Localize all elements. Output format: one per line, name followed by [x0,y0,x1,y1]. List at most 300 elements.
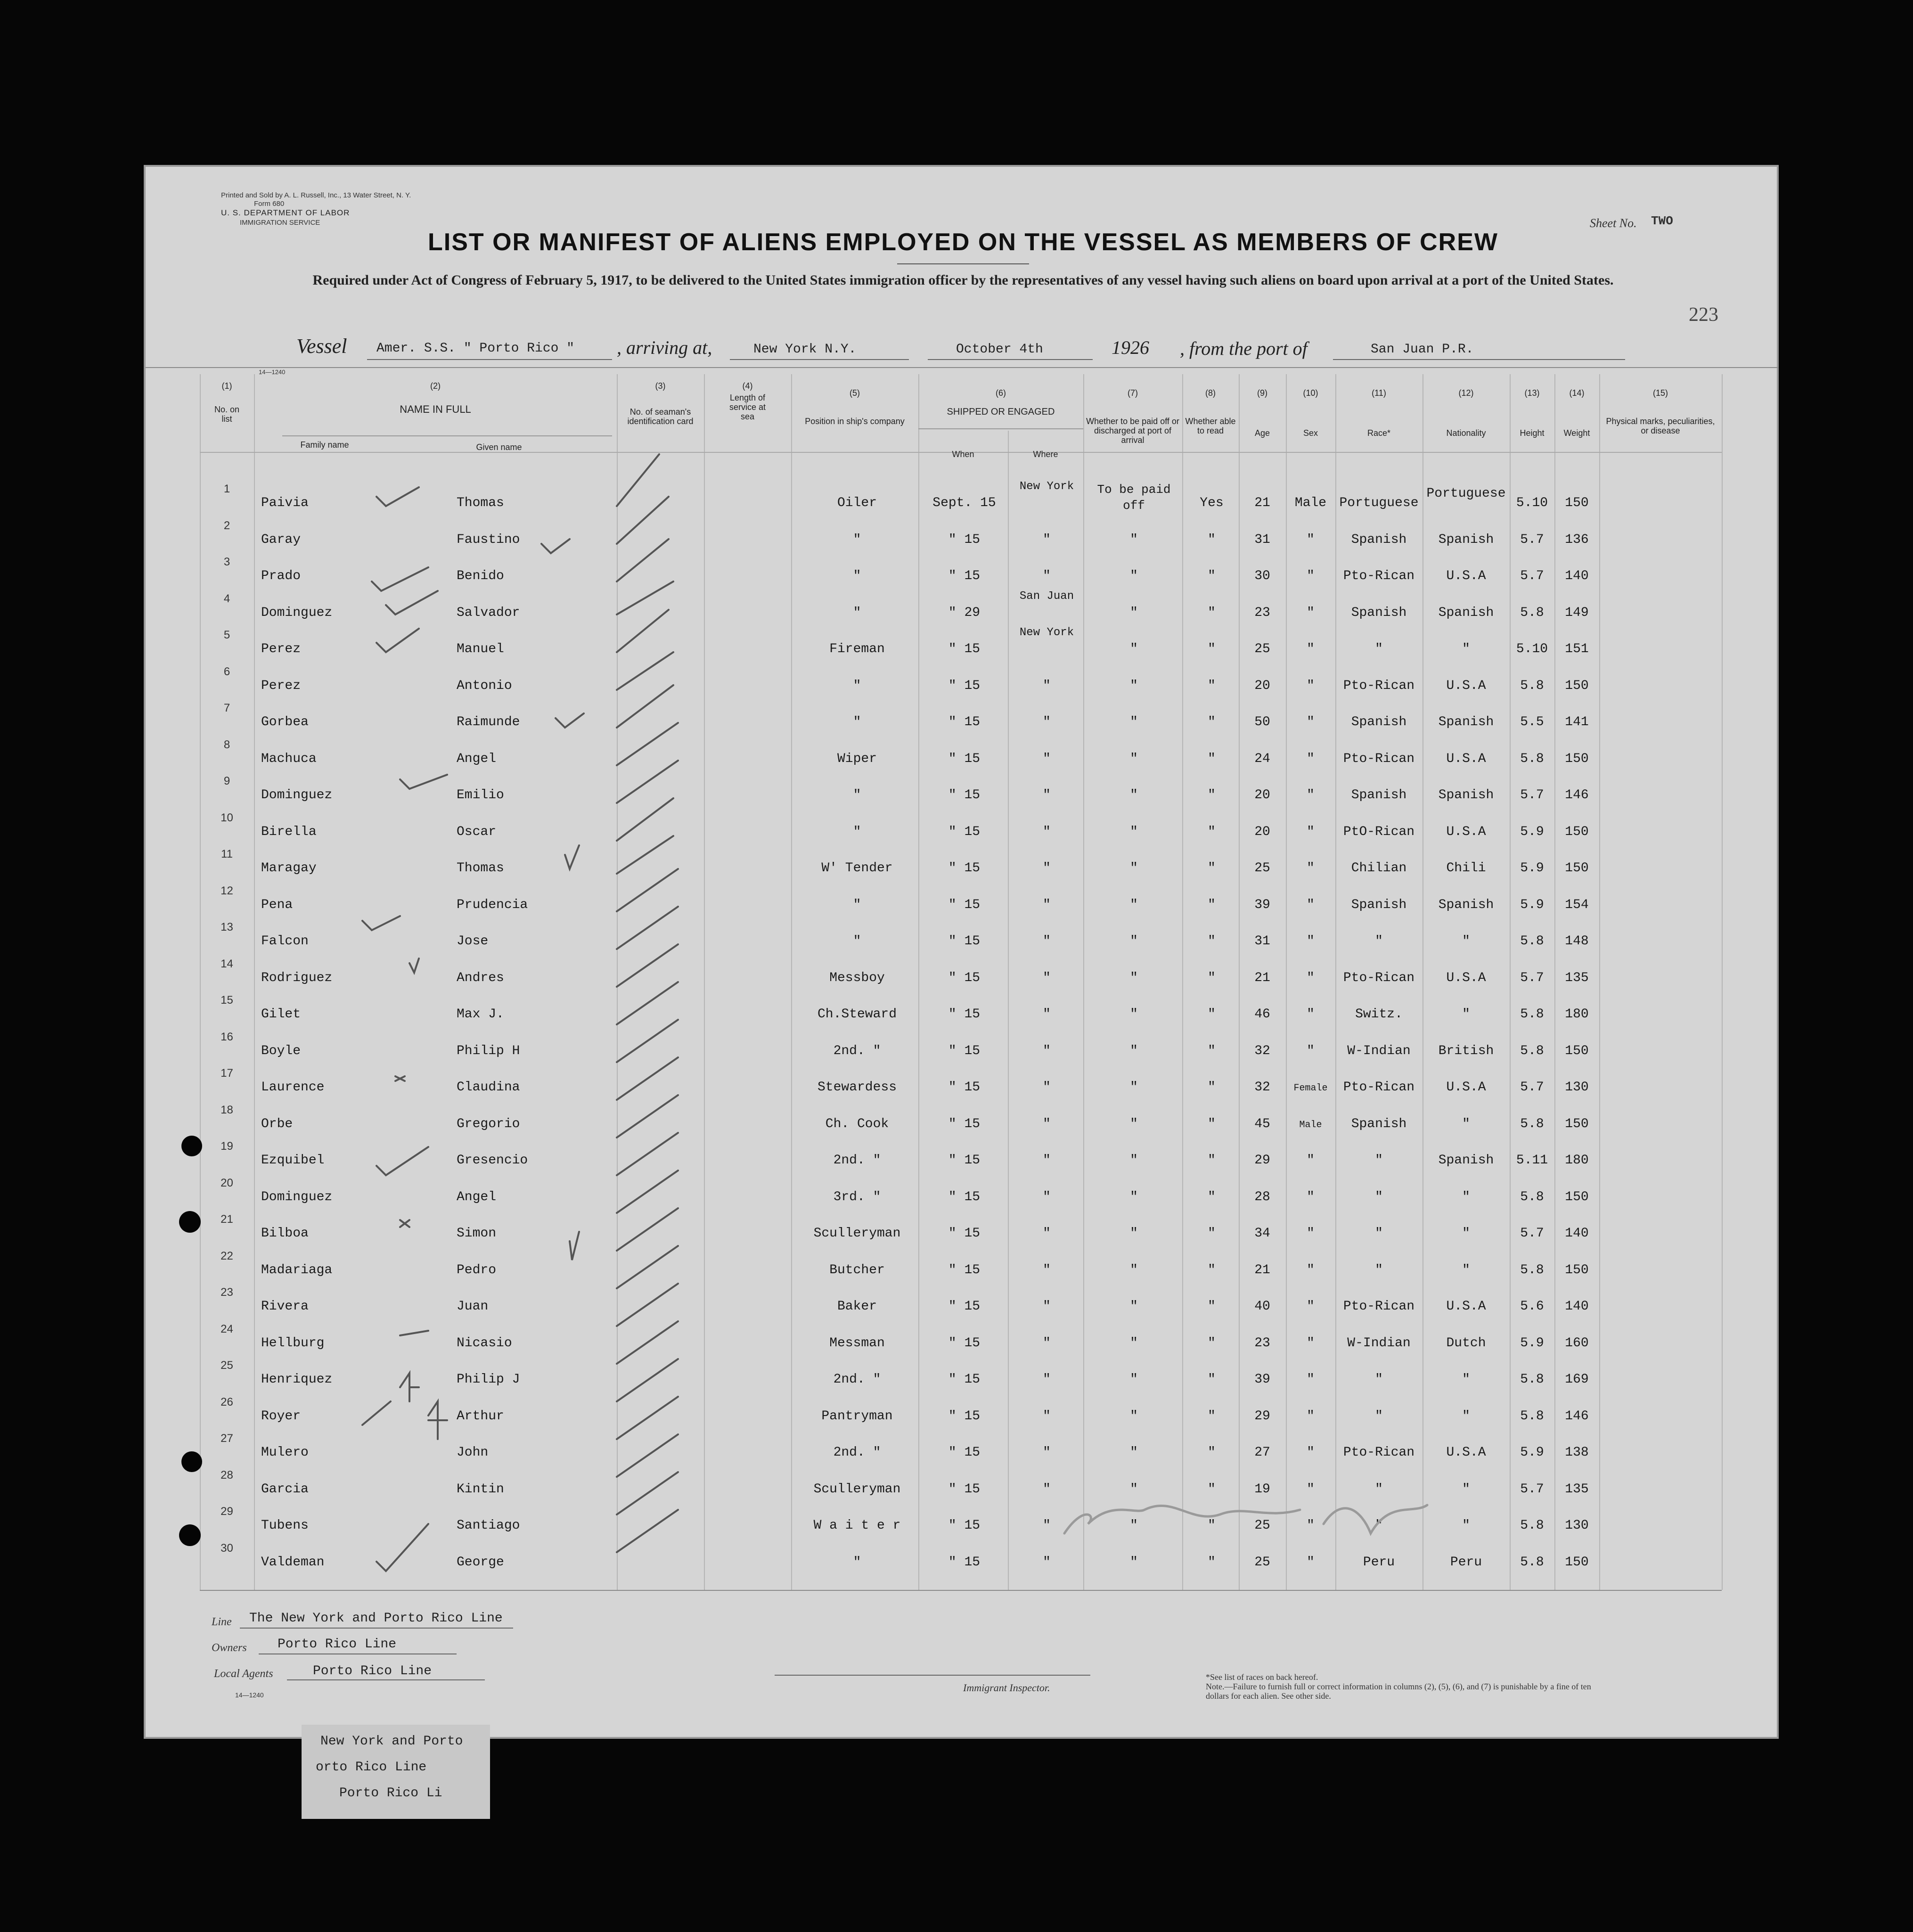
height: 5.7 [1520,970,1544,985]
col3-number: (3) [655,381,666,391]
position: Ch. Cook [825,1116,889,1131]
line-label: Line [212,1616,232,1628]
nationality: " [1462,642,1470,656]
paid-off: " [1130,1189,1138,1204]
paid-off: " [1130,1518,1138,1533]
nationality: " [1462,1518,1470,1533]
height: 5.8 [1520,751,1544,766]
age: 32 [1254,1080,1270,1095]
shipped-when: " 15 [948,532,981,547]
weight: 130 [1565,1080,1589,1095]
shipped-where: " [1043,1189,1051,1204]
sex: " [1307,1262,1315,1277]
weight: 169 [1565,1372,1589,1387]
weight: 130 [1565,1518,1589,1533]
shipped-when: " 15 [948,788,981,802]
sex: " [1307,642,1315,656]
able-to-read: " [1208,642,1216,656]
race: Spanish [1351,1116,1407,1131]
able-to-read: " [1208,678,1216,693]
shipped-where: " [1043,532,1051,547]
able-to-read: " [1208,934,1216,949]
row-number: 29 [221,1505,233,1518]
paid-off: " [1130,897,1138,912]
shipped-where: New York [1019,626,1074,639]
col8-header: Whether able to read [1185,417,1236,435]
paid-off: " [1130,1153,1138,1168]
arriving-port: New York N.Y. [753,342,857,357]
family-name: Ezquibel [261,1153,325,1168]
shipped-where: " [1043,934,1051,949]
able-to-read: " [1208,1080,1216,1095]
position: 2nd. " [833,1372,881,1387]
position: 2nd. " [833,1445,881,1460]
height: 5.9 [1520,861,1544,876]
position: 2nd. " [833,1043,881,1058]
row-number: 10 [221,811,233,824]
family-name: Pena [261,897,293,912]
row-number: 11 [221,848,233,860]
row-number: 30 [221,1541,233,1555]
weight: 150 [1565,1262,1589,1277]
nationality: U.S.A [1446,1080,1486,1095]
position: Messman [829,1335,885,1351]
family-name: Bilboa [261,1226,309,1241]
height: 5.7 [1520,788,1544,802]
shipped-where: " [1043,1372,1051,1387]
shipped-where: " [1043,897,1051,912]
able-to-read: " [1208,1518,1216,1533]
weight: 150 [1565,751,1589,766]
able-to-read: " [1208,1335,1216,1351]
identification-tick-marks [617,454,678,1552]
weight: 149 [1565,605,1589,620]
sex: " [1307,1153,1315,1168]
col2-header: NAME IN FULL [400,403,471,415]
family-name: Orbe [261,1116,293,1131]
weight: 160 [1565,1335,1589,1351]
col6-where-header: Where [1033,450,1058,459]
nationality: " [1462,934,1470,949]
weight: 150 [1565,1189,1589,1204]
paid-off: " [1130,751,1138,766]
row-number: 22 [221,1249,233,1262]
able-to-read: " [1208,1226,1216,1241]
able-to-read: " [1208,1007,1216,1022]
shipped-where: " [1043,1080,1051,1095]
row-number: 27 [221,1432,233,1445]
family-name: Paivia [261,496,309,510]
height: 5.7 [1520,569,1544,583]
shipped-when: " 15 [948,1116,981,1131]
family-name: Hellburg [261,1335,325,1351]
sex: " [1307,970,1315,985]
col4-number: (4) [742,381,753,391]
agents-underline [287,1679,485,1680]
able-to-read: Yes [1200,496,1224,510]
age: 39 [1254,897,1270,912]
weight: 154 [1565,897,1589,912]
pencil-annotations [146,167,1778,1736]
shipped-when: " 15 [948,751,981,766]
race: " [1375,1189,1383,1204]
nationality: Dutch [1446,1335,1486,1351]
race: Pto-Rican [1343,970,1415,985]
shipped-when: " 15 [948,1189,981,1204]
sex: " [1307,1335,1315,1351]
col1-header: No. on list [214,405,240,424]
age: 45 [1254,1116,1270,1131]
shipped-when: " 15 [948,1226,981,1241]
sex: " [1307,1226,1315,1241]
penalty-note: Note.—Failure to furnish full or correct information in columns (2), (5), (6), and (7) is punishable by a fine of ten dollars for each alien. See other side. [1206,1682,1591,1701]
row-number: 12 [221,884,233,897]
height: 5.7 [1520,1080,1544,1095]
shipped-where: " [1043,1408,1051,1424]
paid-off: " [1130,642,1138,656]
family-name: Maragay [261,861,317,876]
paid-off: " [1130,1555,1138,1570]
height: 5.8 [1520,1116,1544,1131]
age: 20 [1254,678,1270,693]
height: 5.6 [1520,1299,1544,1314]
race: Pto-Rican [1343,1080,1415,1095]
given-name: Angel [457,1189,497,1204]
row-number: 14 [221,957,233,970]
race: " [1375,1408,1383,1424]
age: 46 [1254,1007,1270,1022]
row-number: 7 [223,702,230,714]
arrival-date: October 4th [956,342,1043,357]
vessel-name: Amer. S.S. " Porto Rico " [376,341,575,356]
col11-number: (11) [1372,388,1386,398]
given-name: Max J. [457,1007,504,1022]
subtitle: Required under Act of Congress of February 5, 1917, to be delivered to the United States immigration officer by the representatives of any vessel having such aliens on board upon arrival at a port of the United States. [312,272,1614,288]
stub-line-3: Porto Rico Li [339,1786,442,1801]
row-number: 6 [223,665,230,678]
position: " [853,788,861,802]
able-to-read: " [1208,1043,1216,1058]
nationality: U.S.A [1446,970,1486,985]
sex: " [1307,1408,1315,1424]
nationality: Spanish [1438,897,1494,912]
position: " [853,1555,861,1570]
shipped-where: " [1043,678,1051,693]
height: 5.9 [1520,1335,1544,1351]
family-name: Gilet [261,1007,301,1022]
row-number: 17 [221,1067,233,1080]
nationality: Spanish [1438,715,1494,729]
agents-value: Porto Rico Line [313,1664,432,1678]
weight: 180 [1565,1153,1589,1168]
family-name: Dominguez [261,605,333,620]
shipped-where: " [1043,1153,1051,1168]
printer-line: Printed and Sold by A. L. Russell, Inc., 13 Water Street, N. Y. [221,191,411,199]
row-number: 8 [223,738,230,751]
family-name: Dominguez [261,1189,333,1204]
sex: " [1307,1043,1315,1058]
shipped-where: " [1043,1299,1051,1314]
position: Stewardess [817,1080,897,1095]
sheet-label: Sheet No. [1590,216,1637,230]
family-name: Machuca [261,751,317,766]
shipped-when: " 15 [948,1262,981,1277]
col6-header: SHIPPED OR ENGAGED [947,407,1055,417]
shipped-when: " 15 [948,897,981,912]
shipped-where: " [1043,1043,1051,1058]
height: 5.5 [1520,715,1544,729]
weight: 180 [1565,1007,1589,1022]
arriving-label: , arriving at, [617,337,712,358]
paid-off: " [1130,934,1138,949]
able-to-read: " [1208,1372,1216,1387]
shipped-when: Sept. 15 [932,496,996,510]
form-code-bottom: 14—1240 [235,1691,264,1699]
col3-header: No. of seaman's identification card [627,407,694,426]
form-number: Form 680 [254,200,285,208]
row-number: 4 [223,592,230,605]
age: 21 [1254,1262,1270,1277]
age: 31 [1254,934,1270,949]
family-name: Madariaga [261,1262,333,1277]
able-to-read: " [1208,569,1216,583]
row-number: 5 [223,629,230,641]
race: Pto-Rican [1343,1445,1415,1460]
height: 5.7 [1520,532,1544,547]
paid-off: " [1130,1080,1138,1095]
race: " [1375,1482,1383,1497]
able-to-read: " [1208,751,1216,766]
able-to-read: " [1208,1408,1216,1424]
row-number: 13 [221,921,233,933]
able-to-read: " [1208,605,1216,620]
weight: 140 [1565,569,1589,583]
service: IMMIGRATION SERVICE [240,219,320,227]
given-name: Angel [457,751,497,766]
form-code-top: 14—1240 [259,368,286,376]
position: Baker [837,1299,877,1314]
col14-number: (14) [1569,388,1585,398]
position: Pantryman [821,1408,893,1424]
col2-given-header: Given name [476,442,522,452]
col12-number: (12) [1458,388,1474,398]
nationality: " [1462,1372,1470,1387]
paid-off: " [1130,1007,1138,1022]
age: 20 [1254,824,1270,839]
col9-number: (9) [1257,388,1267,398]
paid-off: " [1130,1335,1138,1351]
given-name: Jose [457,934,489,949]
race: Pto-Rican [1343,751,1415,766]
row-number: 9 [223,775,230,787]
shipped-where: " [1043,1555,1051,1570]
given-name: Oscar [457,824,497,839]
nationality: U.S.A [1446,1299,1486,1314]
sex: " [1307,1299,1315,1314]
height: 5.11 [1516,1153,1548,1168]
race: " [1375,1262,1383,1277]
paid-off: " [1130,1372,1138,1387]
given-name: Faustino [457,532,520,547]
shipped-where: " [1043,1116,1051,1131]
race: Peru [1363,1555,1395,1570]
family-name: Rivera [261,1299,309,1314]
given-name: Arthur [457,1408,504,1424]
nationality: Chili [1446,861,1486,876]
row-number: 26 [221,1395,233,1408]
weight: 151 [1565,642,1589,656]
position: " [853,569,861,583]
shipped-where: " [1043,824,1051,839]
page-number: 223 [1689,304,1718,326]
age: 39 [1254,1372,1270,1387]
row-number: 23 [221,1286,233,1299]
row-number: 24 [221,1322,233,1335]
shipped-when: " 29 [948,605,981,620]
sex: Male [1299,1119,1322,1130]
height: 5.8 [1520,1043,1544,1058]
binder-hole [181,1136,202,1156]
paid-off: " [1130,1043,1138,1058]
paid-off: " [1130,861,1138,876]
stub-line-2: orto Rico Line [316,1760,427,1775]
able-to-read: " [1208,897,1216,912]
family-name: Gorbea [261,715,309,729]
age: 21 [1254,496,1270,510]
paid-off: " [1130,715,1138,729]
given-name: George [457,1555,504,1570]
given-name: Philip H [457,1043,520,1058]
age: 31 [1254,532,1270,547]
given-name: Pedro [457,1262,497,1277]
race: Spanish [1351,532,1407,547]
weight: 150 [1565,1116,1589,1131]
sex: " [1307,861,1315,876]
family-name: Valdeman [261,1555,325,1570]
shipped-when: " 15 [948,1080,981,1095]
owners-value: Porto Rico Line [278,1637,397,1652]
able-to-read: " [1208,532,1216,547]
able-to-read: " [1208,1555,1216,1570]
given-name: Raimunde [457,715,520,729]
sex: " [1307,1482,1315,1497]
shipped-where: " [1043,715,1051,729]
given-name: Prudencia [457,897,528,912]
shipped-when: " 15 [948,1299,981,1314]
given-name: Claudina [457,1080,520,1095]
given-name: Emilio [457,788,504,802]
height: 5.10 [1516,496,1548,510]
weight: 150 [1565,861,1589,876]
given-name: Simon [457,1226,497,1241]
position: W a i t e r [813,1518,901,1533]
department: U. S. DEPARTMENT OF LABOR [221,208,350,217]
age: 25 [1254,1555,1270,1570]
shipped-when: " 15 [948,642,981,656]
weight: 140 [1565,1226,1589,1241]
agents-label: Local Agents [214,1668,273,1680]
race: Switz. [1355,1007,1403,1022]
family-name: Laurence [261,1080,325,1095]
col9-header: Age [1254,428,1270,438]
sex: Male [1294,496,1327,510]
nationality: Spanish [1438,788,1494,802]
family-name: Royer [261,1408,301,1424]
shipped-where: " [1043,788,1051,802]
row-number: 18 [221,1103,233,1116]
col15-header: Physical marks, peculiarities, or disease [1606,417,1715,435]
from-port: San Juan P.R. [1371,342,1474,357]
age: 29 [1254,1408,1270,1424]
col10-header: Sex [1303,428,1318,438]
year: 1926 [1112,337,1149,358]
col6-number: (6) [996,388,1006,398]
height: 5.9 [1520,1445,1544,1460]
position: Messboy [829,970,885,985]
col5-number: (5) [850,388,860,398]
sex: " [1307,1372,1315,1387]
inspector-signature-line [775,1675,1090,1676]
race: Pto-Rican [1343,1299,1415,1314]
shipped-where: " [1043,970,1051,985]
weight: 150 [1565,496,1589,510]
family-name: Tubens [261,1518,309,1533]
paid-off: " [1130,1299,1138,1314]
age: 25 [1254,1518,1270,1533]
height: 5.7 [1520,1226,1544,1241]
shipped-where: " [1043,1335,1051,1351]
given-name: Nicasio [457,1335,512,1351]
given-name: Andres [457,970,504,985]
stub-line-1: New York and Porto [320,1734,463,1749]
position: " [853,824,861,839]
weight: 148 [1565,934,1589,949]
shipped-where: San Juan [1019,589,1074,603]
race: W-Indian [1347,1335,1411,1351]
shipped-where: " [1043,1482,1051,1497]
position: " [853,715,861,729]
col13-number: (13) [1524,388,1540,398]
nationality: " [1462,1262,1470,1277]
given-name: Kintin [457,1482,504,1497]
nationality: " [1462,1482,1470,1497]
nationality: " [1462,1189,1470,1204]
paid-off: " [1130,970,1138,985]
race: Spanish [1351,715,1407,729]
given-name: Santiago [457,1518,520,1533]
family-name: Dominguez [261,788,333,802]
given-name: Gregorio [457,1116,520,1131]
weight: 135 [1565,1482,1589,1497]
height: 5.8 [1520,1408,1544,1424]
weight: 150 [1565,1555,1589,1570]
col10-number: (10) [1303,388,1318,398]
row-number: 3 [223,556,230,568]
family-name: Boyle [261,1043,301,1058]
col6-when-header: When [952,450,974,459]
col8-number: (8) [1205,388,1216,398]
able-to-read: " [1208,1299,1216,1314]
given-name: Thomas [457,861,504,876]
race: Pto-Rican [1343,678,1415,693]
shipped-where: " [1043,1226,1051,1241]
given-name: Benido [457,569,504,583]
given-name: Manuel [457,642,504,656]
family-name: Henriquez [261,1372,333,1387]
shipped-where: " [1043,1007,1051,1022]
age: 25 [1254,861,1270,876]
given-name: Thomas [457,496,504,510]
